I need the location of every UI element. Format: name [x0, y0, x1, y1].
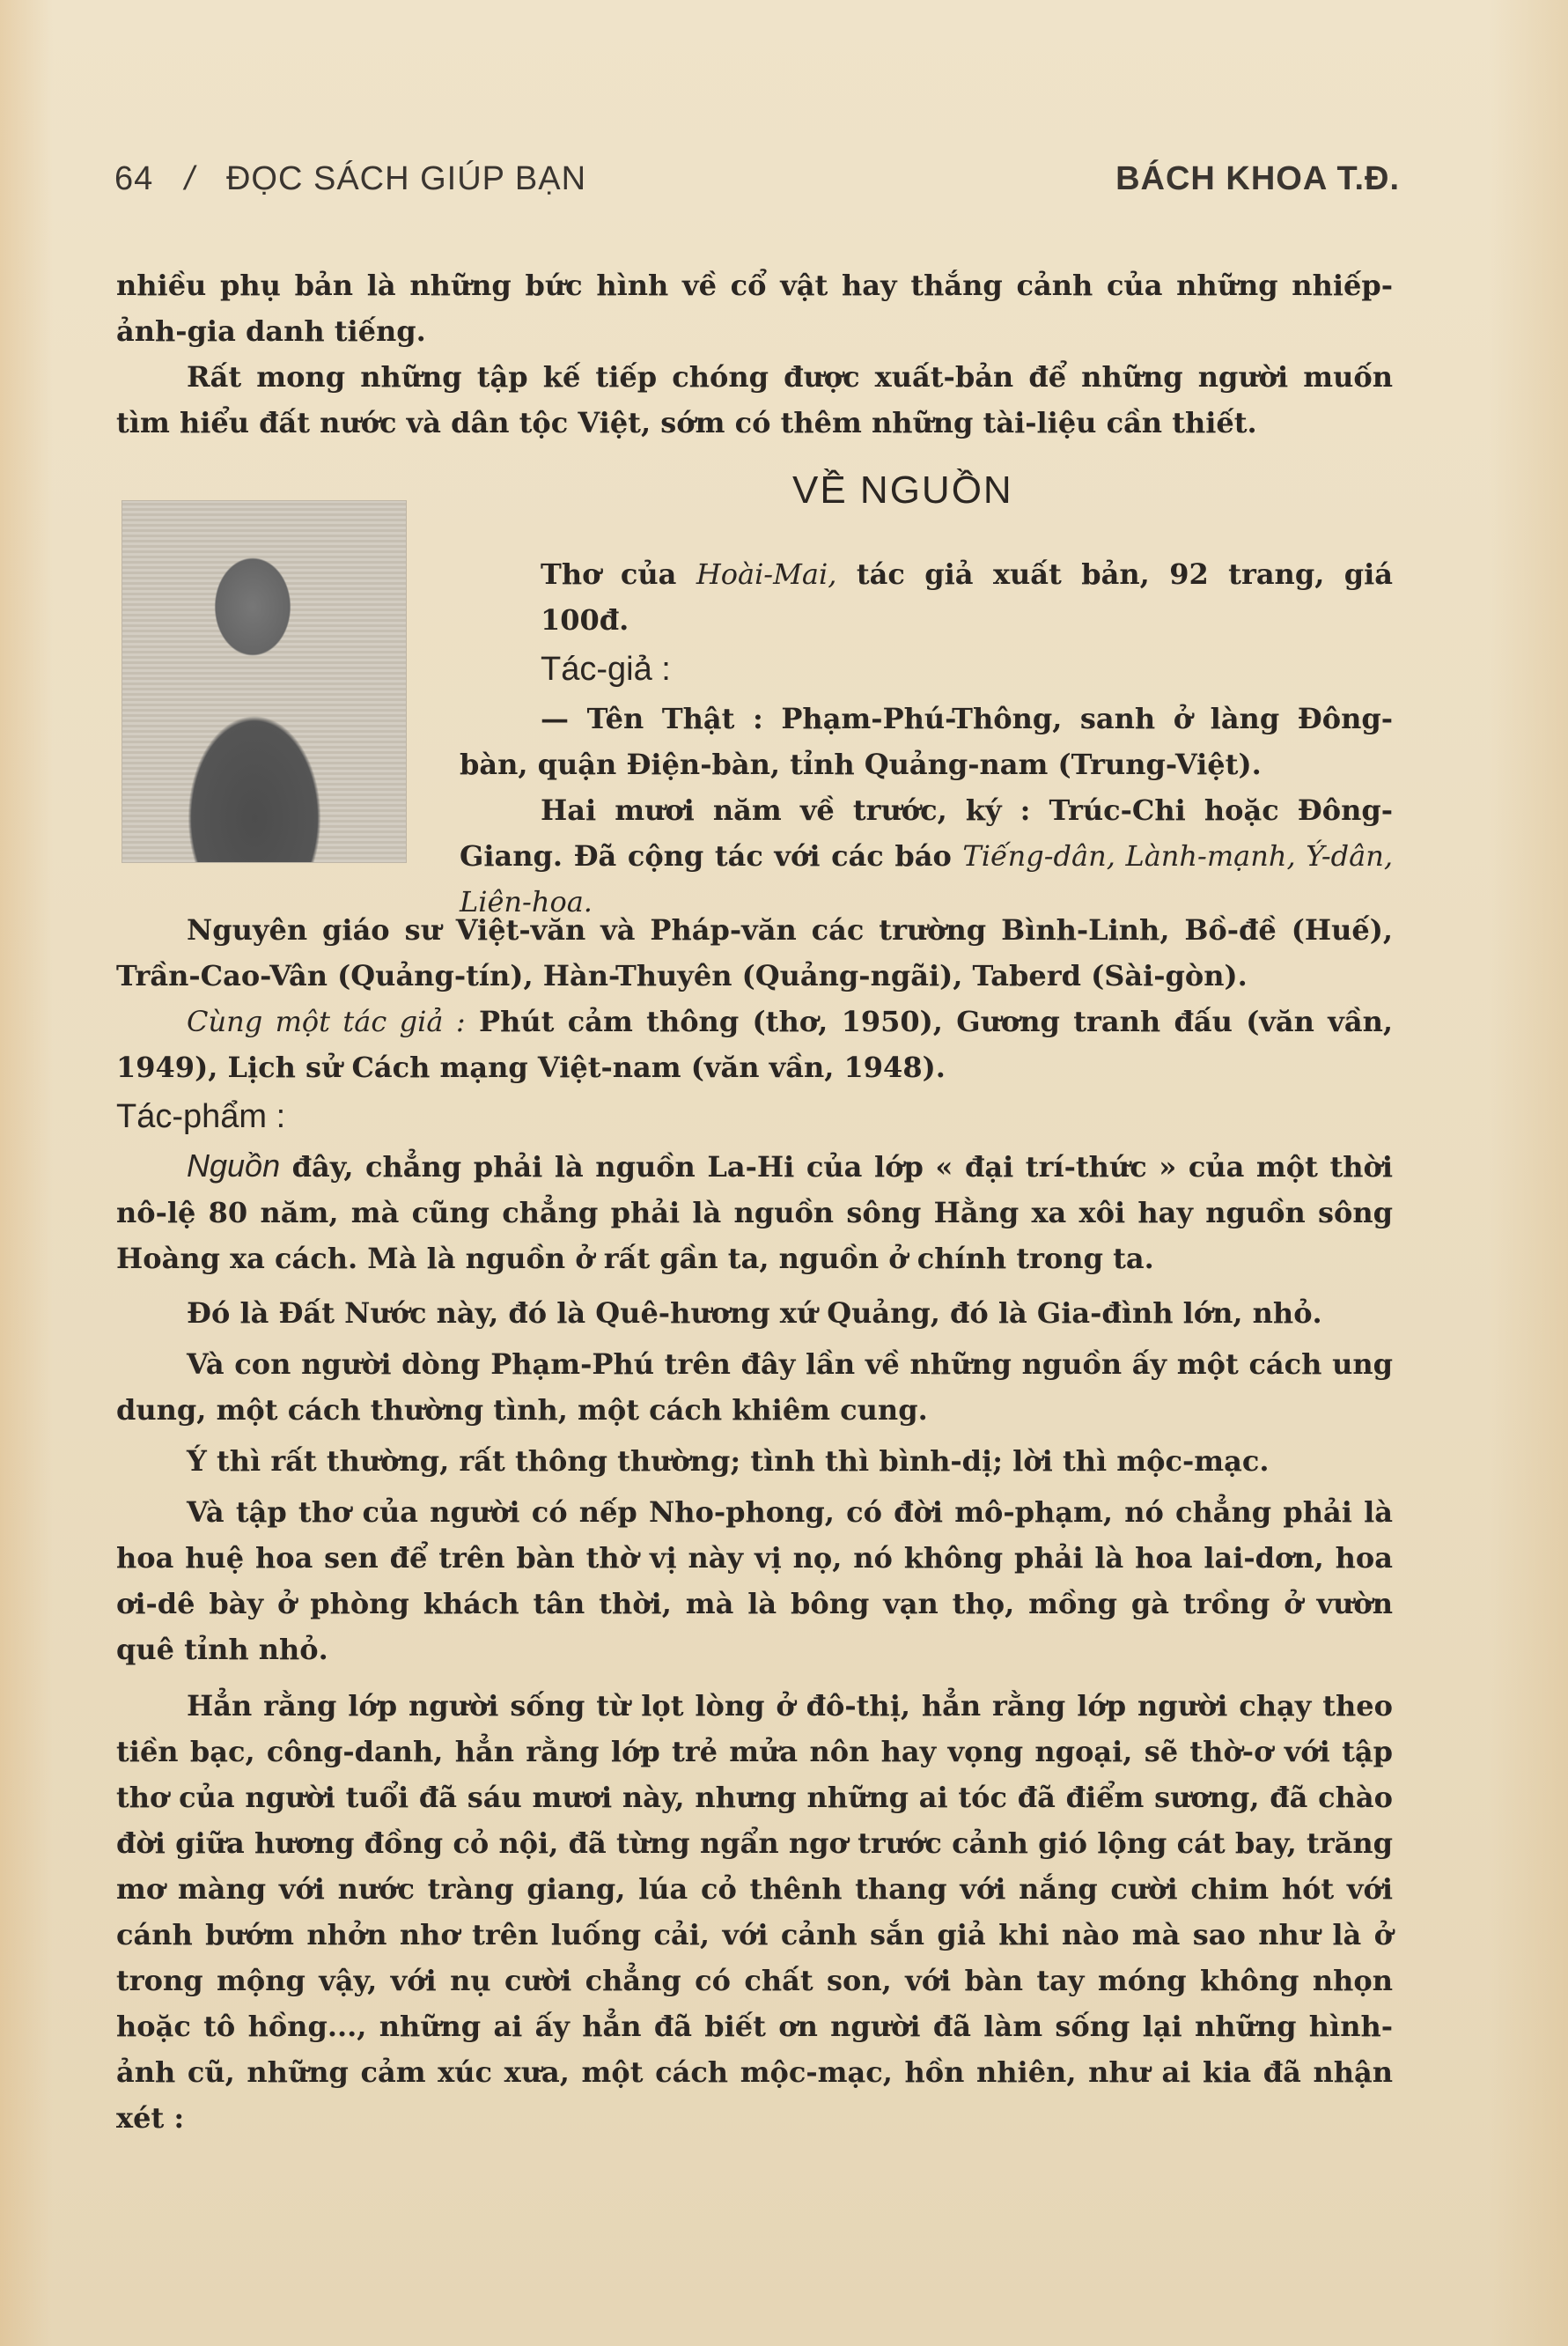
works-paragraph-6: Hẳn rằng lớp người sống từ lọt lòng ở đô-thị, hẳn rằng lớp người chạy theo tiền bạc, công-danh, hẳn rằng lớp trẻ mửa nôn hay vọng ngoại, sẽ thờ-ơ với tập thơ của người tuổi đã sáu mươi này, nhưng những ai tóc đã điểm sương, đã chào đời giữa hương đồng cỏ nội, đã từng ngẩn ngơ trước cảnh gió lộng cát bay, trăng mơ màng với nước tràng giang, lúa cỏ thênh thang với nắng cười chim hót với cánh bướm nhởn nhơ trên luống cải, với cảnh sắn giả khi nào mà sao như là ở trong mộng vậy, với nụ cười chẳng có chất son, với bàn tay móng không nhọn hoặc tô hồng..., những ai ấy hẳn đã biết ơn người đã làm sống lại những hình-ảnh cũ, những cảm xúc xưa, một cách mộc-mạc, hồn nhiên, như ai kia đã nhận xét : — [116, 1689, 1393, 2135]
page-header — [114, 160, 1400, 198]
book-info-prefix: Thơ của — [541, 557, 677, 591]
intro-paragraph-1: nhiều phụ bản là những bức hình về cổ vật hay thắng cảnh của những nhiếp-ảnh-gia danh tiếng. — [116, 269, 1393, 348]
author-real-name: — Tên Thật : Phạm-Phú-Thông, sanh ở làng Đông-bàn, quận Điện-bàn, tỉnh Quảng-nam (Trung-Việt). — [460, 702, 1393, 781]
page-number: 64 — [114, 160, 154, 197]
author-career-block — [116, 907, 1393, 2141]
works-paragraph-3: Và con người dòng Phạm-Phú trên đây lần về những nguồn ấy một cách ung dung, một cách thường tình, một cách khiêm cung. — [116, 1347, 1393, 1427]
journal-name: BÁCH KHOA T.Đ. — [1115, 160, 1400, 197]
intro-block — [116, 262, 1393, 446]
works-paragraph-2: Đó là Đất Nước này, đó là Quê-hương xứ Quảng, đó là Gia-đình lớn, nhỏ. — [187, 1296, 1322, 1330]
header-separator: / — [184, 160, 195, 197]
same-author-works — [116, 999, 1393, 1090]
same-author-list: Phút cảm thông (thơ, 1950), Gương tranh đấu (văn vần, 1949), Lịch sử Cách mạng Việt-nam (văn vần, 1948). — [116, 1005, 1394, 1084]
author-info-block — [460, 551, 1393, 925]
works-paragraph-1-text: đây, chẳng phải là nguồn La-Hi của lớp « đại trí-thức » của một thời nô-lệ 80 năm, mà cũng chẳng phải là nguồn sông Hằng xa xôi hay nguồn sông Hoàng xa cách. Mà là nguồn ở rất gần ta, nguồn ở chính trong ta. — [116, 1150, 1394, 1275]
section-title: ĐỌC SÁCH GIÚP BẠN — [225, 160, 587, 197]
works-heading: Tác-phẩm : — [116, 1098, 286, 1135]
author-pen-names — [460, 787, 1393, 925]
book-info-line — [460, 551, 1393, 643]
newspaper-list: Tiếng-dân, Lành-mạnh, Ý-dân, Liên-hoa. — [460, 839, 1393, 918]
book-info-suffix: tác giả xuất bản, 92 trang, giá 100đ. — [541, 557, 1394, 637]
works-paragraph-1 — [116, 1143, 1393, 1281]
author-teaching-career: Nguyên giáo sư Việt-văn và Pháp-văn các trường Bình-Linh, Bồ-đề (Huế), Trần-Cao-Vân (Quảng-tín), Hàn-Thuyên (Quảng-ngãi), Taberd (Sài-gòn). — [116, 913, 1393, 992]
intro-paragraph-2: Rất mong những tập kế tiếp chóng được xuất-bản để những người muốn tìm hiểu đất nước và dân tộc Việt, sớm có thêm những tài-liệu cần thiết. — [116, 360, 1393, 439]
author-portrait-photo — [121, 500, 407, 863]
author-pen-names-text: Hai mươi năm về trước, ký : Trúc-Chi hoặc Đông-Giang. Đã cộng tác với các báo — [460, 793, 1393, 873]
works-paragraph-4: Ý thì rất thường, rất thông thường; tình thì bình-dị; lời thì mộc-mạc. — [187, 1444, 1270, 1478]
works-source-word: Nguồn — [187, 1147, 281, 1184]
works-paragraph-5: Và tập thơ của người có nếp Nho-phong, có đời mô-phạm, nó chẳng phải là hoa huệ hoa sen để trên bàn thờ vị này vị nọ, nó không phải là hoa lai-dơn, hoa ơi-dê bày ở phòng khách tân thời, mà là bông vạn thọ, mồng gà trồng ở vườn quê tỉnh nhỏ. — [116, 1495, 1393, 1666]
book-author-pen-name: Hoài-Mai, — [696, 557, 837, 591]
article-title: VỀ NGUỒN — [792, 468, 1013, 512]
author-heading: Tác-giả : — [541, 651, 671, 688]
same-author-label: Cùng một tác giả : — [187, 1005, 466, 1038]
